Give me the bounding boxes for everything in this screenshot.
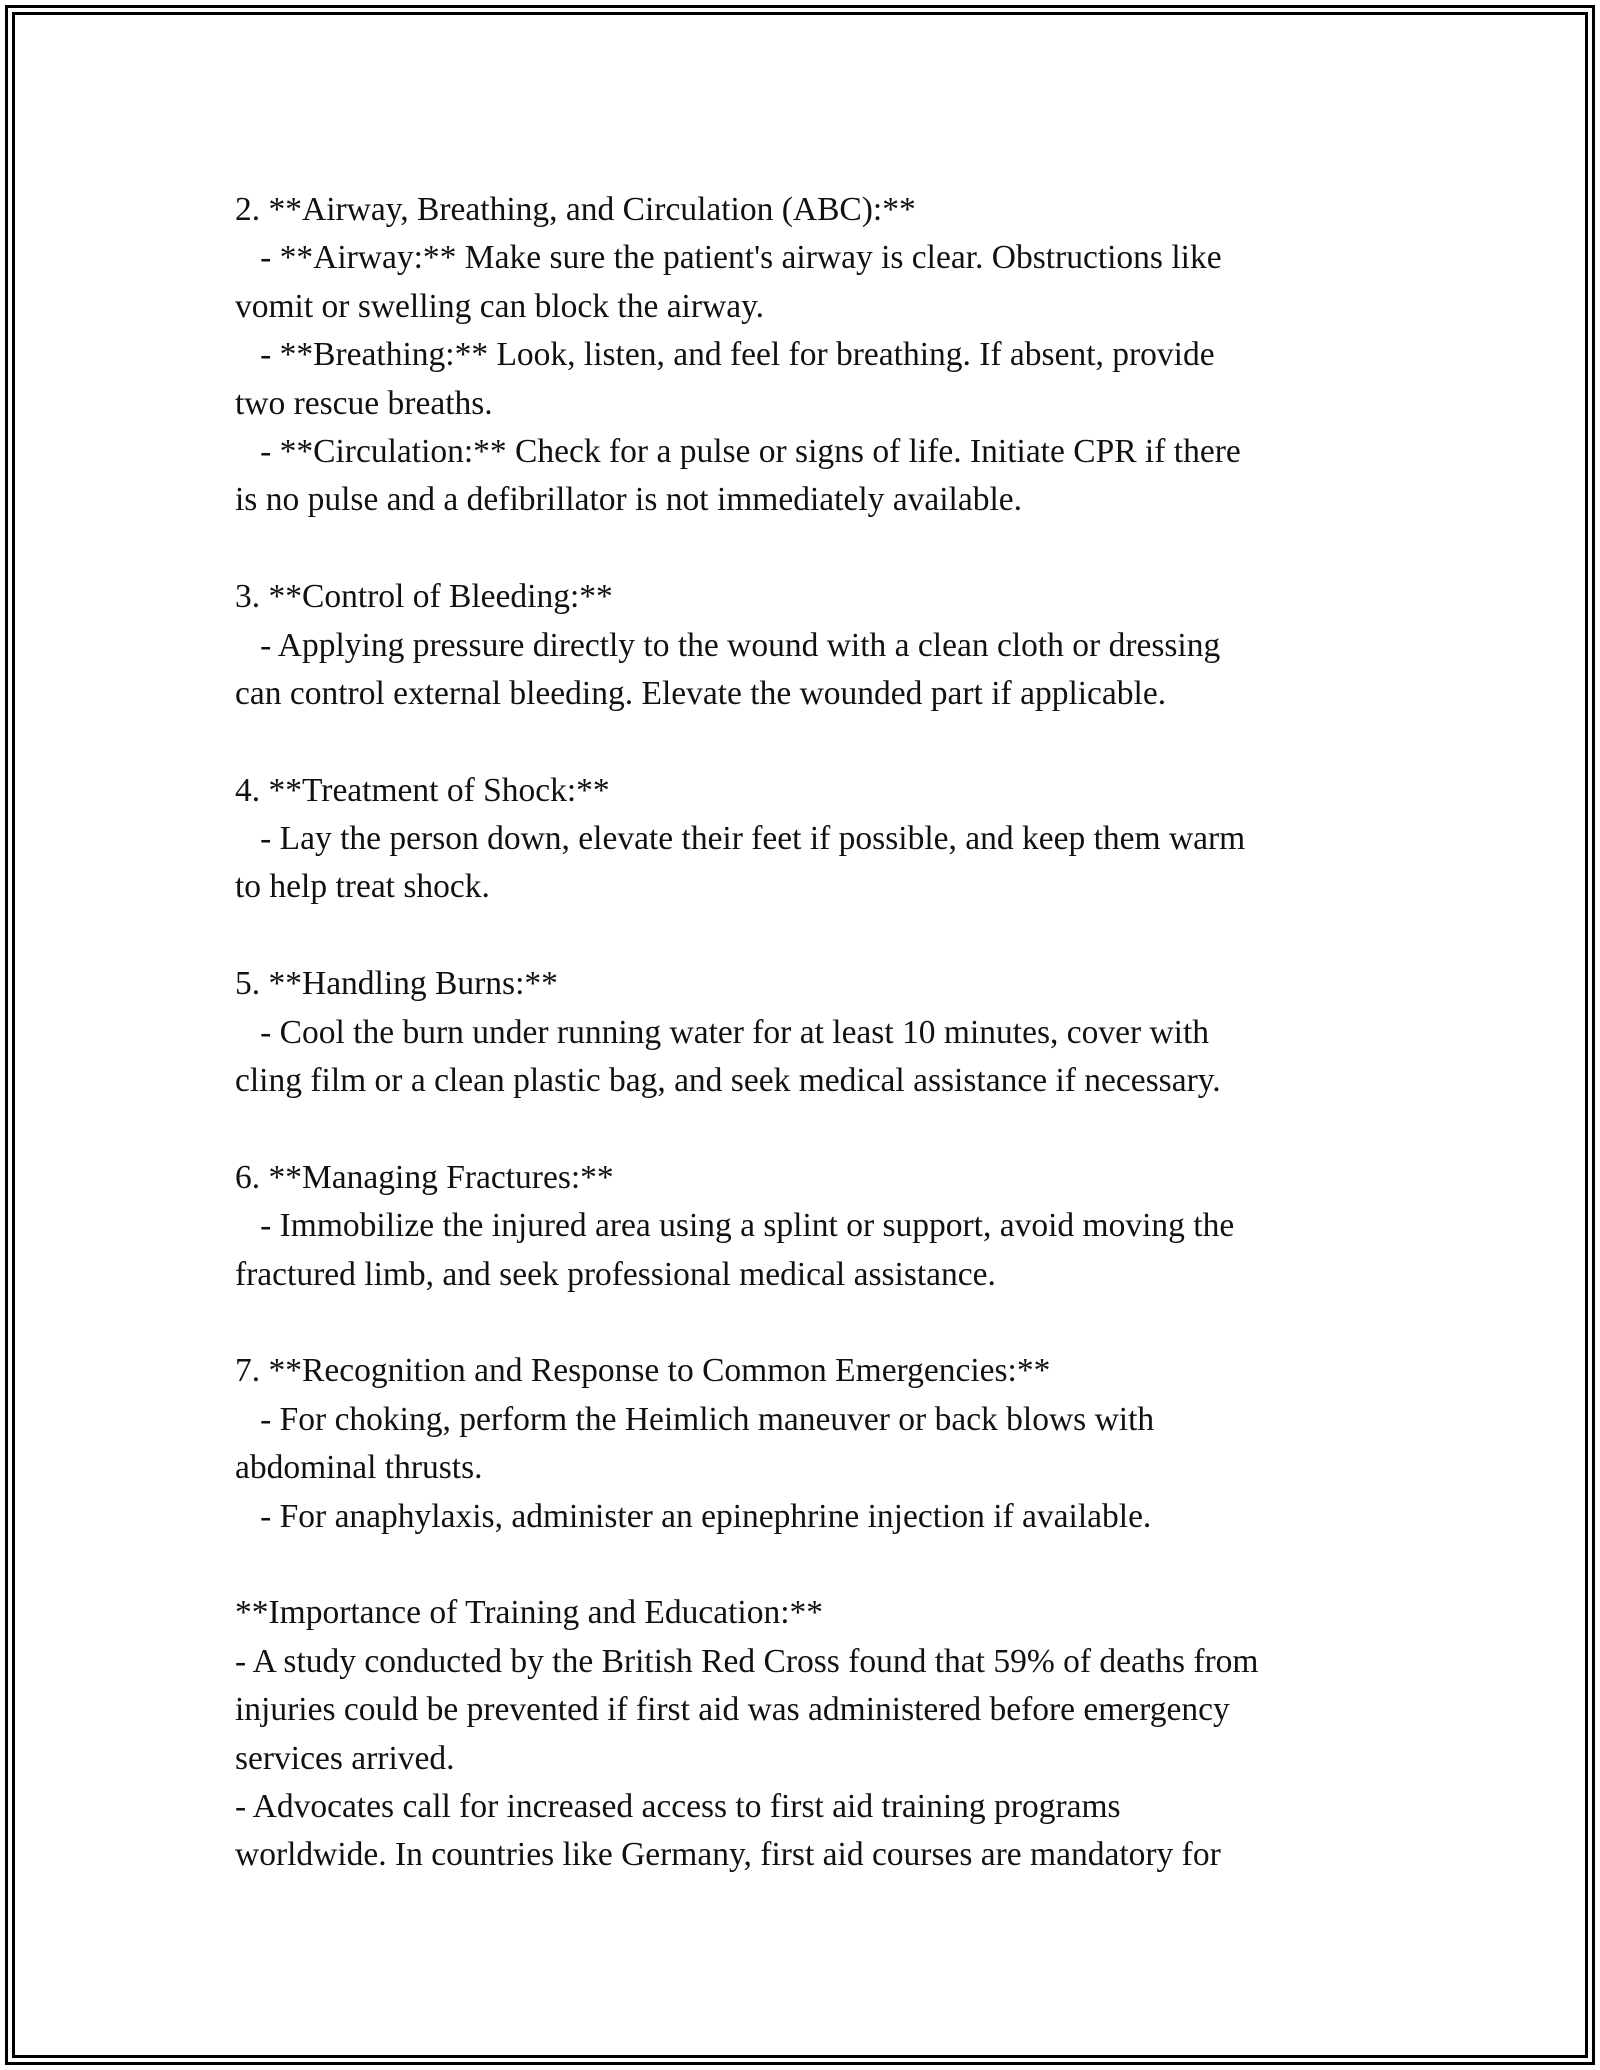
text-line: - Applying pressure directly to the wound with a clean cloth or dressing — [235, 626, 1221, 664]
section-heading: **Importance of Training and Education:** — [235, 1594, 824, 1632]
section-heading: 2. **Airway, Breathing, and Circulation (ABC):** — [235, 191, 916, 228]
section-heading: 6. **Managing Fractures:** — [235, 1158, 614, 1196]
section-bleeding — [235, 573, 1405, 718]
text-line: cling film or a clean plastic bag, and seek medical assistance if necessary. — [235, 1062, 1221, 1100]
text-line: - A study conducted by the British Red Cross found that 59% of deaths from — [235, 1642, 1259, 1680]
text-line: fractured limb, and seek professional medical assistance. — [235, 1255, 996, 1293]
document-body — [235, 186, 1405, 1880]
text-line: - Advocates call for increased access to first aid training programs — [235, 1787, 1121, 1825]
text-line: - Lay the person down, elevate their feet if possible, and keep them warm — [235, 820, 1246, 858]
text-line: to help treat shock. — [235, 868, 490, 906]
section-heading: 7. **Recognition and Response to Common Emergencies:** — [235, 1352, 1051, 1390]
paragraph-spacer — [235, 718, 1405, 766]
text-line: can control external bleeding. Elevate the wounded part if applicable. — [235, 674, 1167, 712]
paragraph-spacer — [235, 1105, 1405, 1153]
text-line: - **Airway:** Make sure the patient's airway is clear. Obstructions like — [235, 239, 1222, 277]
text-line: is no pulse and a defibrillator is not immediately available. — [235, 481, 1023, 519]
text-line: - Immobilize the injured area using a splint or support, avoid moving the — [235, 1207, 1235, 1245]
text-line: vomit or swelling can block the airway. — [235, 287, 765, 325]
text-line: abdominal thrusts. — [235, 1449, 483, 1487]
paragraph-spacer — [235, 1541, 1405, 1589]
section-heading: 5. **Handling Burns:** — [235, 965, 558, 1003]
text-line: - For anaphylaxis, administer an epinephrine injection if available. — [235, 1497, 1152, 1535]
text-line: worldwide. In countries like Germany, first aid courses are mandatory for — [235, 1836, 1221, 1874]
section-heading: 3. **Control of Bleeding:** — [235, 578, 613, 616]
paragraph-spacer — [235, 912, 1405, 960]
section-burns — [235, 960, 1405, 1105]
section-training — [235, 1589, 1405, 1879]
text-line: - **Breathing:** Look, listen, and feel for breathing. If absent, provide — [235, 336, 1215, 374]
paragraph-spacer — [235, 1299, 1405, 1347]
section-emergencies — [235, 1347, 1405, 1541]
section-abc — [235, 186, 1405, 525]
section-fractures — [235, 1154, 1405, 1299]
text-line: services arrived. — [235, 1739, 455, 1777]
paragraph-spacer — [235, 525, 1405, 573]
text-line: two rescue breaths. — [235, 384, 493, 422]
text-line: - Cool the burn under running water for at least 10 minutes, cover with — [235, 1013, 1210, 1051]
text-line: injuries could be prevented if first aid was administered before emergency — [235, 1691, 1230, 1729]
section-shock — [235, 767, 1405, 912]
text-line: - **Circulation:** Check for a pulse or signs of life. Initiate CPR if there — [235, 432, 1241, 470]
text-line: - For choking, perform the Heimlich maneuver or back blows with — [235, 1400, 1155, 1438]
section-heading: 4. **Treatment of Shock:** — [235, 771, 610, 809]
